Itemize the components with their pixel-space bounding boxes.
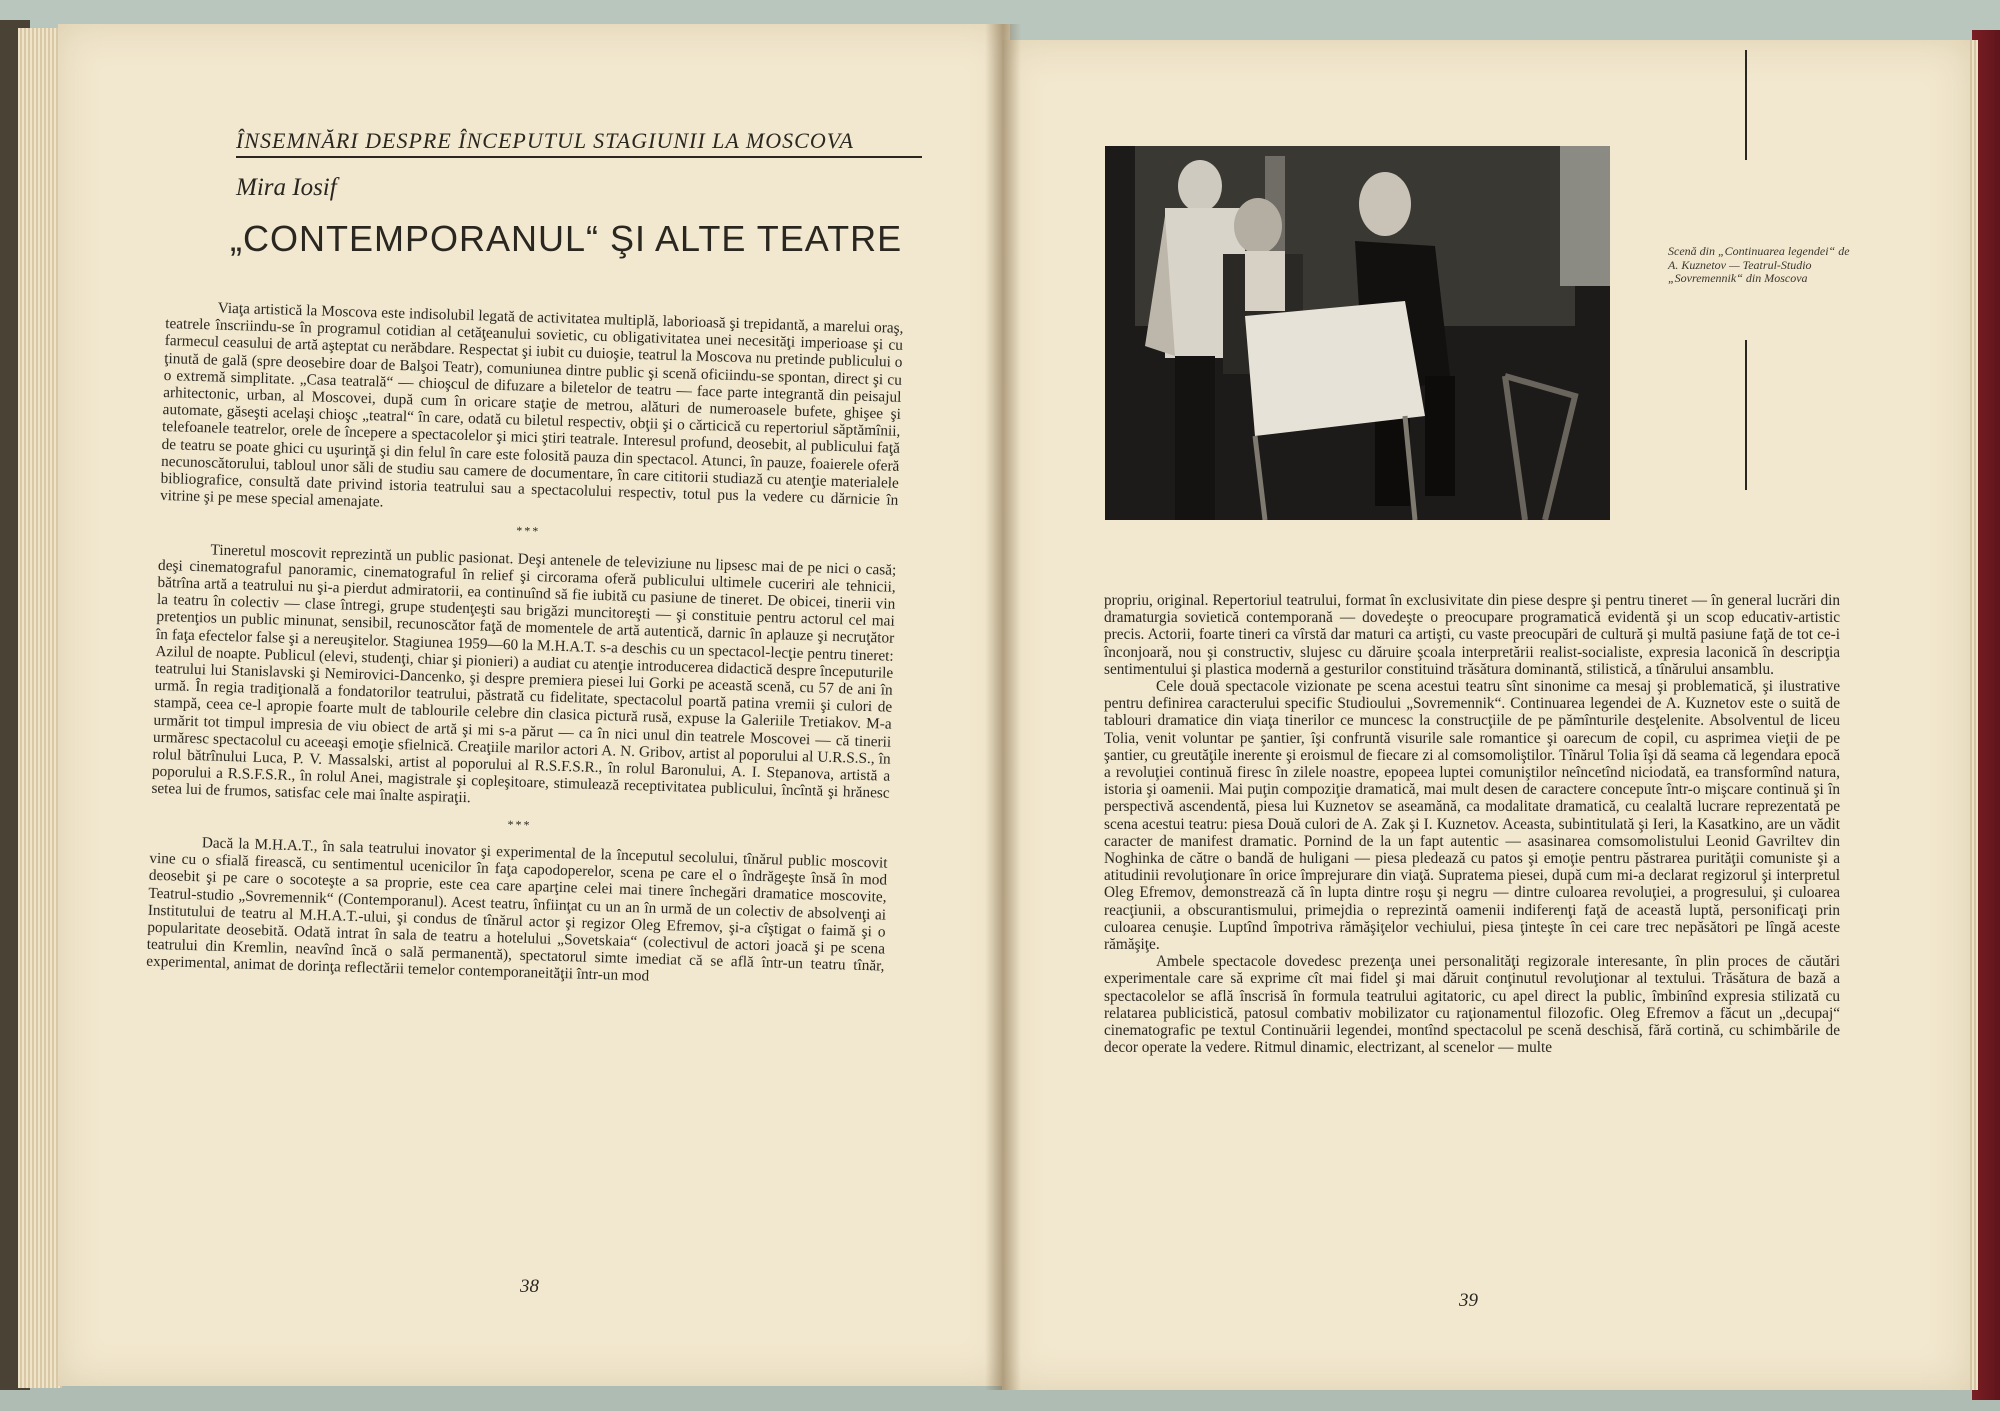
theatre-scene-photo bbox=[1105, 146, 1610, 520]
page-number-left: 38 bbox=[520, 1276, 539, 1297]
section-separator: *** bbox=[507, 817, 532, 832]
paragraph: Viaţa artistică la Moscova este indisolubil legată de activitatea multiplă, laborioasă şi trepidantă, a marelui oraş, teatrele înscriindu-se în programul cotidian al cetăţeanului sovietic, cu obligativitatea unei necesităţi imperioase şi cu farmecul ceasului de artă aşteptat cu nerăbdare. Respectat şi iubit cu duioşie, teatrul la Moscova nu pretinde publicului o ţinută de gală (spre deosebire doar de Balşoi Teatr), comuniunea dintre public şi scenă oficiindu-se spontan, direct şi cu o extremă simplitate. „Casa teatrală“ — chioşcul de difuzare a biletelor de teatru — face parte integrantă din peisajul arhitectonic, urban, al Moscovei, după cum în oricare staţie de metrou, alături de numeroasele bufete, ghişee şi automate, găseşti acelaşi chioşc „teatral“ în care, odată cu biletul respectiv, obţii şi o cărticică cu repertoriul săptămînii, telefoanele teatrelor, orele de începere a spectacolelor şi mici ştiri teatrale. Interesul profund, deosebit, al publicului faţă de teatru se poate ghici cu uşurinţă şi din felul în care este folosită pauza din spectacol. Atunci, în pauze, foaierele oferă necunoscătorului, tabloul unor săli de studiu sau camere de documentare, în care cititorii studiază cu atenţie materialele bibliografice, consultă date privind istoria teatrului sau a spectacolului respectiv, totul pus la vedere cu dărnicie în vitrine şi pe mese special amenajate. bbox=[159, 299, 904, 511]
section-separator: *** bbox=[516, 523, 541, 539]
running-header: ÎNSEMNĂRI DESPRE ÎNCEPUTUL STAGIUNII LA MOSCOVA bbox=[236, 128, 922, 158]
paragraph: Dacă la M.H.A.T., în sala teatrului inovator şi experimental de la începutul secolului, tînărul public moscovit vine cu o sfială firească, cu sentimentul ucenicilor în faţa capodoperelor, scena pe care el o îndrăgeşte însă în mod deosebit şi pe care o socoteşte a sa proprie, este cea care aparţine celei mai tinere închegări dramatice moscovite, Teatrul-studio „Sovremennik“ (Contemporanul). Acest teatru, înfiinţat cu un an în urmă de un colectiv de absolvenţi ai Institutului de teatru al M.H.A.T.-ului, şi condus de tînărul actor şi regizor Oleg Efremov, şi-a cîştigat o faimă şi o popularitate deosebită. Odată intrat în sala de teatru a hotelului „Sovetskaia“ (colectivul de actori joacă şi pe scena teatrului din Kremlin, neavînd încă o sală permanentă), spectatorul simte imediat că se află într-un teatru tînăr, experimental, animat de dorinţa reflectării temelor contemporaneităţii într-un mod bbox=[146, 834, 888, 985]
page-number-right: 39 bbox=[1459, 1290, 1478, 1311]
paragraph: Ambele spectacole dovedesc prezenţa unei personalităţi regizorale interesante, în plin proces de căutări experimentale care să exprime cît mai fidel şi mai dăruit conţinutul revoluţionar al textului. Trăsătura de bază a spectacolelor se află înscrisă în formula teatrului agitatoric, cu apel direct la public, îmbinînd expresia stilizată cu relatarea publicistică, patosul combativ mobilizator cu raţionamentul filozofic. Oleg Efremov a făcut un „decupaj“ cinematografic pe textul Continuării legendei, montînd spectacolul pe scenă deschisă, fără cortină, cu schimbările de decor operate la vedere. Ritmul dinamic, electrizant, al scenelor — multe bbox=[1104, 953, 1840, 1057]
page-edges-left bbox=[18, 28, 62, 1388]
photo-illustration bbox=[1105, 146, 1610, 520]
article-author: Mira Iosif bbox=[236, 174, 337, 201]
right-page-text bbox=[1104, 592, 1840, 1056]
margin-rule-top bbox=[1745, 50, 1747, 160]
paragraph: propriu, original. Repertoriul teatrului, format în exclusivitate din piese despre şi pentru tineret — în general lucrări din dramaturgia sovietică contemporană — dovedeşte o preocupare programatică evidentă şi un scop educativ-artistic precis. Actorii, foarte tineri ca vîrstă dar maturi ca artişti, cu vaste preocupări de cultură şi multă pasiune faţă de tot ce-i înconjoară, nou şi constructiv, slujesc cu dăruire şcoala interpretării realist-socialiste, expresia laconică în descripţia sentimentului şi plastica modernă a gesturilor constituind trăsătura dominantă, stilistică, a tînărului ansamblu. bbox=[1104, 592, 1840, 678]
book-gutter bbox=[985, 24, 1021, 1390]
left-page-text bbox=[146, 298, 904, 992]
paragraph: Cele două spectacole vizionate pe scena acestui teatru sînt sinonime ca mesaj şi problematică, şi ilustrative pentru definirea caracterului specific Studioului „Sovremennik“. Continuarea legendei de A. Kuznetov este o suită de tablouri dramatice din viaţa tinerilor ce muncesc la construcţiile de pe pămînturile desţelenite. Absolventul de liceu Tolia, venit voluntar pe şantier, îşi confruntă visurile sale romantice şi oarecum de copil, cu asprimea vieţii de pe şantier, cu greutăţile inerente şi eroismul de fiecare zi al comsomoliştilor. Tînărul Tolia îşi dă seama că legendara epocă a revoluţiei continuă firesc în zilele noastre, epopeea luptei comuniştilor neîncetînd niciodată, ea transformînd natura, istoria şi oamenii. Mai puţin compoziţie dramatică, mai mult desen de caractere concepute într-o mişcare continuă şi în perspectivă ascendentă, piesa lui Kuznetov se aseamănă, ca modalitate dramatică, cu cealaltă lucrare reprezentată pe scena acestui teatru: piesa Două culori de A. Zak şi I. Kuznetov. Aceasta, subintitulată şi Ieri, la Kasatkino, are un vădit caracter de manifest dramatic. Pornind de la un fapt autentic — asasinarea comsomolistului Leonid Gavriltev din Noghinka de către o bandă de huligani — piesa pledează cu patos şi emoţie pentru păstrarea purităţii comuniste şi a atitudinii revoluţionare în orice împrejurare din viaţă. Supratema piesei, după cum mi-a declarat regizorul şi interpretul Oleg Efremov, demonstrează că în lupta dintre roşu şi negru — dintre culoarea revoluţiei, a progresului, şi culoarea reacţiunii, a obscurantismului, primejdia o reprezintă oamenii indiferenţi faţă de această luptă, personificaţi prin culoarea cenuşie. Luptînd împotriva rămăşiţelor vechiului, piesa ţinteşte în cei care trec nepăsători pe lîngă aceste rămăşiţe. bbox=[1104, 678, 1840, 954]
paragraph: Tineretul moscovit reprezintă un public pasionat. Deşi antenele de televiziune nu lipsesc mai de pe nici o casă; deşi cinematograful panoramic, cinematograful în relief şi circorama oferă publicului ultimele cuceriri ale tehnicii, bătrîna artă a teatrului nu şi-a pierdut admiratorii, ea continuînd să fie iubită cu pasiune de tineret. De obicei, tinerii vin la teatru în colectiv — clase întregi, grupe studenţeşti sau brigăzi muncitoreşti — şi constituie pentru actorul cel mai pretenţios un public minunat, sensibil, recunoscător faţă de momentele de artă autentică, darnic în aplauze şi necruţător în faţa efectelor false şi a nereuşitelor. Stagiunea 1959—60 la M.H.A.T. s-a deschis cu un spectacol-lecţie pentru tineret: Azilul de noapte. Publicul (elevi, studenţi, chiar şi pionieri) a audiat cu atenţie introducerea didactică despre începuturile teatrului lui Stanislavski şi Nemirovici-Dancenko, şi despre premiera piesei lui Gorki pe această scenă, cu 57 de ani în urmă. În regia tradiţională a fondatorilor teatrului, păstrată cu fidelitate, spectacolul poartă patina vremii şi culori de stampă, ceea ce-l apropie foarte mult de tablourile celebre din clasica pictură rusă, expuse la Galeriile Tretiakov. M-a urmărit tot timpul impresia de viu obiect de artă şi mi s-a părut — ca în nici unul din teatrele Moscovei — că tinerii urmăresc spectacolul cu aceeaşi emoţie sfielnică. Creaţiile marilor actori A. N. Gribov, artist al poporului al U.R.S.S., în rolul bătrînului Luca, P. V. Massalski, artist al poporului al R.S.F.S.R., în rolul Baronului, A. I. Stepanova, artistă a poporului a R.S.F.S.R., în rolul Anei, magistrale şi copleşitoare, stimulează receptivitatea publicului, încîntă şi hrănesc setea lui de frumos, satisfac cele mai înalte aspiraţii. bbox=[151, 541, 897, 807]
margin-rule-bottom bbox=[1745, 340, 1747, 490]
article-title: „CONTEMPORANUL“ ŞI ALTE TEATRE bbox=[230, 218, 903, 259]
photo-caption: Scenă din „Continuarea legendei“ de A. Kuznetov — Teatrul-Studio „Sovremennik“ din Moscova bbox=[1668, 244, 1850, 285]
